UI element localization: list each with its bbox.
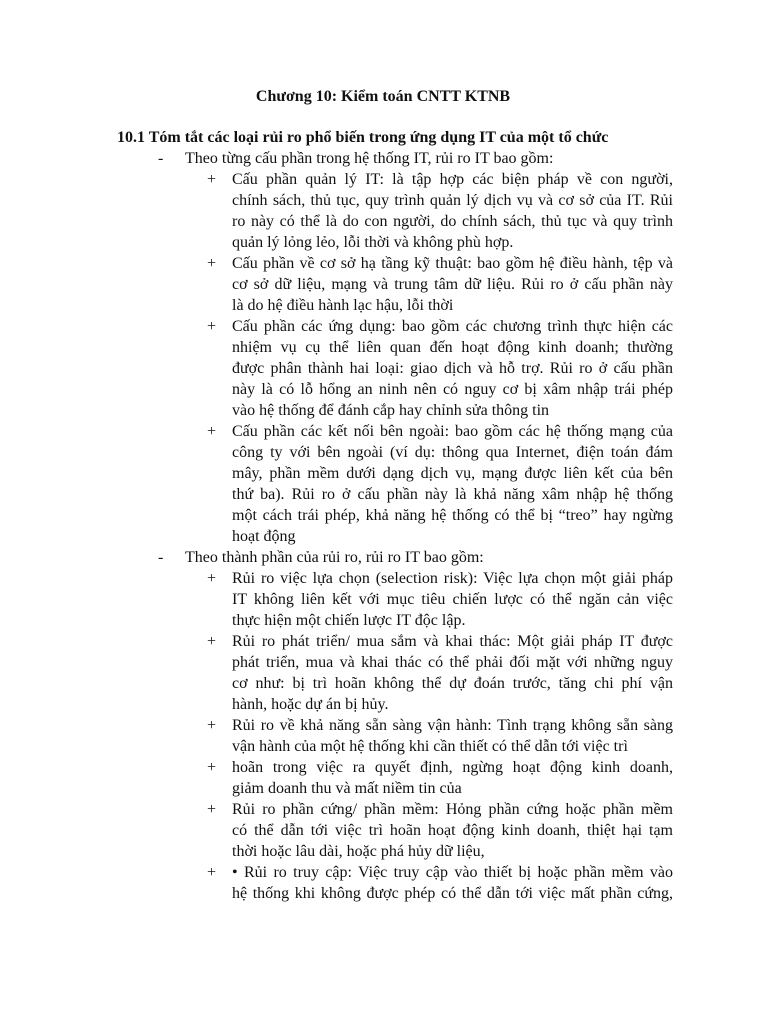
text-line: cơ sở dữ liệu, mạng và trung tâm dữ liệu. Rủi ro ở cấu phần này (232, 276, 673, 293)
plus-bullet: + (207, 318, 217, 335)
document-content (0, 148, 768, 904)
text-line: hành, hoặc dự án bị hủy. (232, 696, 389, 713)
plus-list-item (0, 253, 768, 316)
plus-bullet: + (207, 255, 217, 272)
text-line: nhiệm vụ cụ thể liên quan đến hoạt động kinh doanh; thường (232, 339, 673, 356)
dash-list-text: Theo từng cấu phần trong hệ thống IT, rủi ro IT bao gồm: (185, 150, 554, 167)
plus-list-text (232, 631, 673, 715)
plus-bullet: + (207, 423, 217, 440)
text-line: cơ như: bị trì hoãn không thể dự đoán trước, tăng chi phí vận (232, 675, 673, 692)
dash-list-item (0, 547, 768, 568)
plus-list-item (0, 715, 768, 757)
text-line: được phân thành hai loại: giao dịch và hỗ trợ. Rủi ro ở cấu phần (232, 360, 673, 377)
risk-group-by-component (0, 148, 768, 547)
plus-bullet: + (207, 171, 217, 188)
dash-list-text: Theo thành phần của rủi ro, rủi ro IT bao gồm: (185, 549, 484, 566)
text-line: này là có lỗ hổng an ninh nên có nguy cơ bị xâm nhập trái phép (232, 381, 673, 398)
text-line: có thể dẫn tới việc trì hoãn hoạt động kinh doanh, thiệt hại tạm (232, 822, 673, 839)
plus-list-text (232, 715, 673, 757)
text-line: vào hệ thống để đánh cắp hay chỉnh sửa thông tin (232, 402, 550, 419)
plus-bullet: + (207, 801, 217, 818)
risk-group-by-element (0, 547, 768, 904)
text-line: phát triển, mua và khai thác có thể phải đối mặt với những nguy (232, 654, 673, 671)
plus-bullet: + (207, 759, 217, 776)
plus-list-text (232, 568, 673, 631)
plus-list-text (232, 862, 673, 904)
plus-list-item (0, 316, 768, 421)
text-line: ro này có thể là do con người, do chính sách, thủ tục và quy trình (232, 213, 673, 230)
text-line: công ty với bên ngoài (ví dụ: thông qua Internet, điện toán đám (232, 444, 673, 461)
text-line: một cách trái phép, khả năng hệ thống có thể bị “treo” hay ngừng (232, 507, 673, 524)
text-line: hệ thống khi không được phép có thể dẫn tới việc mất phần cứng, (232, 885, 673, 902)
text-line: IT không liên kết với mục tiêu chiến lược có thể ngăn cản việc (232, 591, 673, 608)
plus-bullet: + (207, 864, 217, 881)
dash-list-item (0, 148, 768, 169)
text-line: thứ ba). Rủi ro ở cấu phần này là khả năng xâm nhập hệ thống (232, 486, 673, 503)
plus-list-item (0, 169, 768, 253)
text-line: thời hoặc lâu dài, hoặc phá hủy dữ liệu, (232, 843, 485, 860)
text-line: Rủi ro về khả năng sẵn sàng vận hành: Tình trạng không sẵn sàng (232, 717, 673, 734)
text-line: Cấu phần các kết nối bên ngoài: bao gồm các hệ thống mạng của (232, 423, 673, 440)
text-line: hoãn trong việc ra quyết định, ngừng hoạt động kinh doanh, (232, 759, 673, 776)
plus-bullet: + (207, 633, 217, 650)
text-line: Rủi ro phần cứng/ phần mềm: Hỏng phần cứng hoặc phần mềm (232, 801, 673, 818)
dash-bullet: - (158, 150, 164, 167)
text-line: Rủi ro việc lựa chọn (selection risk): Việc lựa chọn một giải pháp (232, 570, 673, 587)
plus-list-item (0, 862, 768, 904)
dash-bullet: - (158, 549, 164, 566)
plus-list-text (232, 799, 673, 862)
text-line: chính sách, thủ tục, quy trình quản lý dịch vụ và cơ sở của IT. Rủi (232, 192, 673, 209)
section-heading: 10.1 Tóm tắt các loại rủi ro phổ biến trong ứng dụng IT của một tổ chức (117, 129, 609, 146)
plus-list-item (0, 421, 768, 547)
plus-list-text (232, 169, 673, 253)
plus-list-text (232, 253, 673, 316)
text-line: là do hệ điều hành lạc hậu, lỗi thời (232, 297, 454, 314)
text-line: mây, phần mềm dưới dạng dịch vụ, mạng được liên kết của bên (232, 465, 673, 482)
text-line: thực hiện một chiến lược IT độc lập. (232, 612, 466, 629)
plus-list-text (232, 421, 673, 547)
text-line: quản lý lỏng lẻo, lỗi thời và không phù hợp. (232, 234, 514, 251)
plus-bullet: + (207, 570, 217, 587)
plus-list-item (0, 568, 768, 631)
text-line: hoạt động (232, 528, 296, 545)
text-line: Rủi ro phát triển/ mua sắm và khai thác: Một giải pháp IT được (232, 633, 673, 650)
plus-bullet: + (207, 717, 217, 734)
text-line: vận hành của một hệ thống khi cần thiết có thể dẫn tới việc trì (232, 738, 628, 755)
text-line: Cấu phần các ứng dụng: bao gồm các chương trình thực hiện các (232, 318, 673, 335)
chapter-title (0, 86, 768, 107)
text-line: Cấu phần quản lý IT: là tập hợp các biện pháp về con người, (232, 171, 673, 188)
chapter-title-text: Chương 10: Kiểm toán CNTT KTNB (255, 88, 511, 105)
plus-list-text (232, 316, 673, 421)
text-line: • Rủi ro truy cập: Việc truy cập vào thiết bị hoặc phần mềm vào (232, 864, 673, 881)
text-line: giảm doanh thu và mất niềm tin của (232, 780, 462, 797)
plus-list-item (0, 799, 768, 862)
plus-list-item (0, 757, 768, 799)
plus-list-text (232, 757, 673, 799)
plus-list-item (0, 631, 768, 715)
text-line: Cấu phần về cơ sở hạ tầng kỹ thuật: bao gồm hệ điều hành, tệp và (232, 255, 673, 272)
